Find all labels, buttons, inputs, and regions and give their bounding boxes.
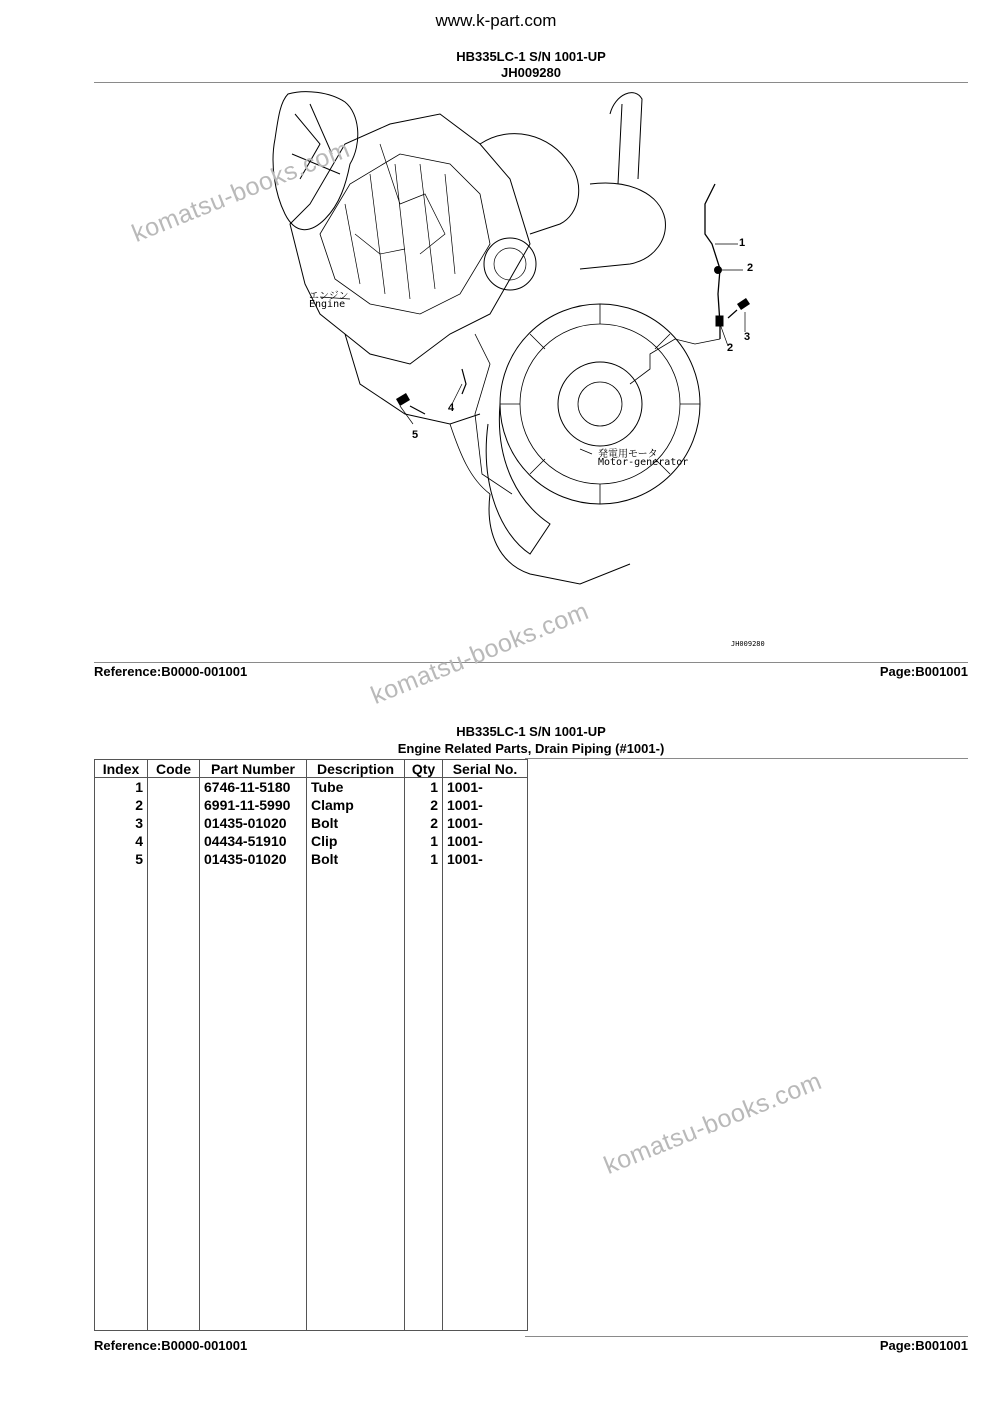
row-part-number: 01435-01020 — [200, 814, 307, 832]
callout-2b: 2 — [727, 342, 734, 354]
reference-bottom: Reference:B0000-001001 — [94, 1338, 248, 1353]
page-number-top: Page:B001001 — [879, 664, 968, 679]
col-qty: Qty — [405, 760, 443, 778]
row-index: 4 — [95, 832, 148, 850]
row-code — [148, 850, 200, 868]
callout-4: 4 — [448, 402, 455, 414]
col-code: Code — [148, 760, 200, 778]
parts-table-header — [95, 760, 528, 778]
row-description: Bolt — [307, 814, 405, 832]
empty-cell — [443, 868, 528, 1331]
table-row — [95, 814, 528, 832]
row-serial: 1001- — [443, 850, 528, 868]
row-part-number: 6746-11-5180 — [200, 778, 307, 797]
row-description: Clamp — [307, 796, 405, 814]
empty-cell — [307, 868, 405, 1331]
row-code — [148, 814, 200, 832]
empty-cell — [200, 868, 307, 1331]
callout-3: 3 — [744, 331, 751, 343]
engine-label: Engine — [309, 299, 346, 310]
watermark-1: komatsu-books.com — [128, 135, 354, 248]
row-description: Clip — [307, 832, 405, 850]
row-index: 2 — [95, 796, 148, 814]
parts-table — [94, 759, 528, 1331]
empty-cell — [95, 868, 148, 1331]
row-qty: 1 — [405, 832, 443, 850]
watermark-2: komatsu-books.com — [367, 597, 593, 710]
table-filler-row — [95, 868, 528, 1331]
row-part-number: 6991-11-5990 — [200, 796, 307, 814]
row-qty: 1 — [405, 778, 443, 797]
row-serial: 1001- — [443, 814, 528, 832]
callout-5: 5 — [412, 429, 419, 441]
row-index: 1 — [95, 778, 148, 797]
site-url[interactable]: www.k-part.com — [435, 11, 557, 30]
motor-label: Motor-generator — [598, 457, 689, 468]
parts-list-title: Engine Related Parts, Drain Piping (#1001-) — [397, 741, 665, 756]
page-number-bottom: Page:B001001 — [879, 1338, 968, 1353]
col-index: Index — [95, 760, 148, 778]
engine-label-jp: エンジン — [309, 291, 349, 302]
callout-2a: 2 — [747, 262, 754, 274]
empty-cell — [405, 868, 443, 1331]
row-serial: 1001- — [443, 796, 528, 814]
col-description: Description — [307, 760, 405, 778]
watermark-3: komatsu-books.com — [600, 1067, 826, 1180]
drawing-footer-divider — [94, 662, 968, 663]
drawing-small-number: JH009280 — [731, 640, 765, 648]
row-serial: 1001- — [443, 778, 528, 797]
row-code — [148, 778, 200, 797]
bottom-divider — [525, 1336, 968, 1337]
row-part-number: 04434-51910 — [200, 832, 307, 850]
header-divider — [94, 82, 968, 83]
row-index: 3 — [95, 814, 148, 832]
sheet-model: HB335LC-1 S/N 1001-UP — [456, 49, 606, 64]
row-code — [148, 832, 200, 850]
table-row — [95, 832, 528, 850]
row-part-number: 01435-01020 — [200, 850, 307, 868]
reference-top: Reference:B0000-001001 — [94, 664, 248, 679]
parts-list-model: HB335LC-1 S/N 1001-UP — [456, 724, 606, 739]
row-index: 5 — [95, 850, 148, 868]
row-qty: 1 — [405, 850, 443, 868]
table-row — [95, 796, 528, 814]
parts-header-rule — [525, 758, 968, 759]
empty-cell — [148, 868, 200, 1331]
row-qty: 2 — [405, 814, 443, 832]
row-qty: 2 — [405, 796, 443, 814]
row-description: Tube — [307, 778, 405, 797]
col-serial: Serial No. — [443, 760, 528, 778]
drawing-number: JH009280 — [501, 65, 561, 80]
table-row — [95, 850, 528, 868]
row-description: Bolt — [307, 850, 405, 868]
row-code — [148, 796, 200, 814]
callout-1: 1 — [739, 237, 746, 249]
table-row — [95, 778, 528, 797]
row-serial: 1001- — [443, 832, 528, 850]
motor-label-jp: 発電用モータ — [598, 449, 658, 460]
col-part-number: Part Number — [200, 760, 307, 778]
